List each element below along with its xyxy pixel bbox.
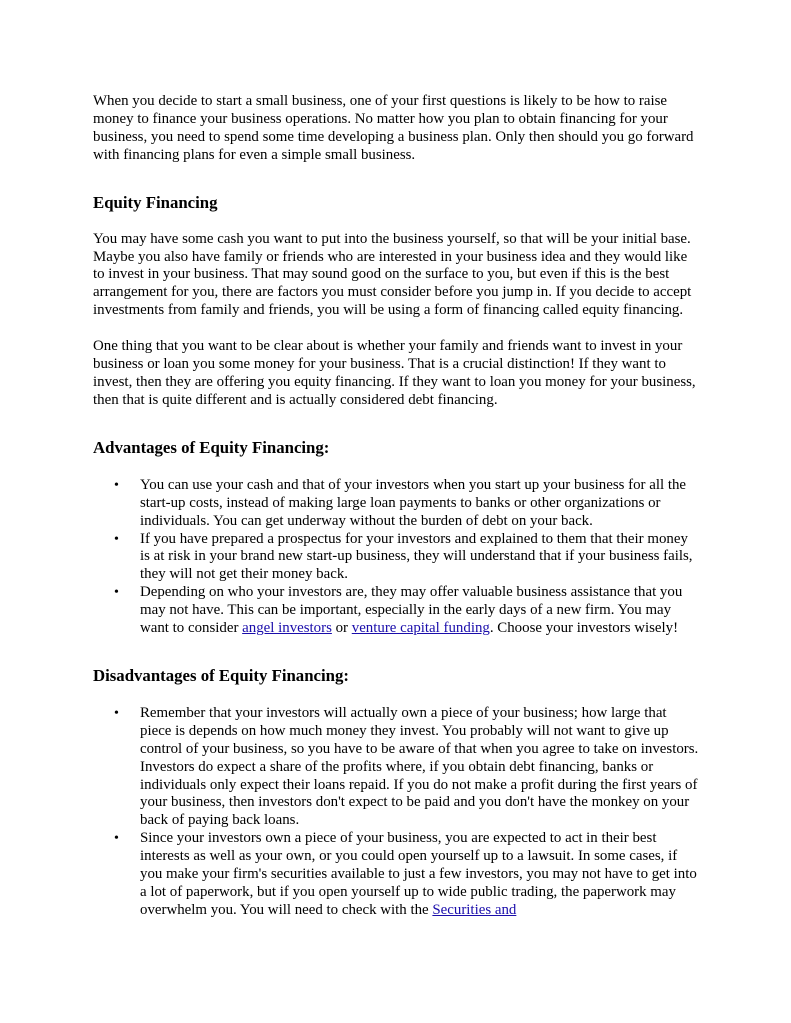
list-item-text: Remember that your investors will actually own a piece of your business; how large that piece is depends on how much money they invest. You probably will not want to give up control of your business, so you have to be aware of that when you agree to take on investors. Investors do expect a share of the profits where, if you obtain debt financing, banks or individuals only expect their loans repaid. If you do not make a profit during the first years of your business, then investors don't expect to be paid and you don't have the monkey on your back of paying back loans.: [140, 704, 699, 829]
list-item: [93, 531, 701, 585]
list-item-text: or: [331, 620, 352, 637]
disadvantages-list: [93, 705, 701, 920]
bullet-icon: •: [114, 531, 119, 547]
list-item-text: Depending on who your investors are, they may offer valuable business assistance that you may not have. This can be important, especially in the early days of a new firm. You may want to consider: [140, 584, 683, 637]
list-item-text: You can use your cash and that of your investors when you start up your business for all the start-up costs, instead of making large loan payments to banks or other organizations or individuals. You can get underway without the burden of debt on your back.: [140, 476, 687, 529]
list-item-text: . Choose your investors wisely!: [489, 620, 679, 637]
list-item-text: Since your investors own a piece of your business, you are expected to act in their best interests as well as your own, or you could open yourself up to a lawsuit. In some cases, if you make your firm's securities available to just a few investors, you may not have to get into a lot of paperwork, but if you open yourself up to wide public trading, the paperwork may overwhelm you. You will need to check with the: [140, 830, 697, 918]
advantages-list: [93, 477, 701, 638]
venture-capital-funding-link[interactable]: venture capital funding: [351, 620, 490, 637]
angel-investors-link[interactable]: angel investors: [242, 620, 332, 637]
bullet-icon: •: [114, 705, 119, 721]
equity-paragraph-2: One thing that you want to be clear about is whether your family and friends want to invest in your business or loan you some money for your business. That is a crucial distinction! If they want to invest, then they are offering you equity financing. If they want to loan you money for your business, then that is quite different and is actually considered debt financing.: [93, 338, 696, 408]
list-item: [93, 705, 701, 830]
securities-and-link[interactable]: Securities and: [432, 901, 517, 918]
bullet-icon: •: [114, 585, 119, 601]
disadvantages-heading: Disadvantages of Equity Financing:: [93, 665, 349, 685]
list-item-text: If you have prepared a prospectus for your investors and explained to them that their money is at risk in your brand new start-up business, they will understand that if your business fails, they will not get their money back.: [140, 530, 693, 583]
advantages-heading: Advantages of Equity Financing:: [93, 437, 330, 457]
document-page: [93, 93, 701, 920]
list-item: [93, 477, 701, 531]
bullet-icon: •: [114, 831, 119, 847]
equity-financing-heading: Equity Financing: [93, 192, 218, 212]
bullet-icon: •: [114, 477, 119, 493]
intro-paragraph: When you decide to start a small business, one of your first questions is likely to be how to raise money to finance your business operations. No matter how you plan to obtain financing for your business, you need to spend some time developing a business plan. Only then should you go forward with financing plans for even a simple small business.: [93, 93, 694, 163]
list-item: [93, 830, 701, 920]
list-item: [93, 584, 701, 638]
equity-paragraph-1: You may have some cash you want to put into the business yourself, so that will be your initial base. Maybe you also have family or friends who are interested in your business idea and they would like to invest in your business. That may sound good on the surface to you, but even if this is the best arrangement for you, there are factors you must consider before you jump in. If you decide to accept investments from family and friends, you will be using a form of financing called equity financing.: [93, 230, 692, 319]
